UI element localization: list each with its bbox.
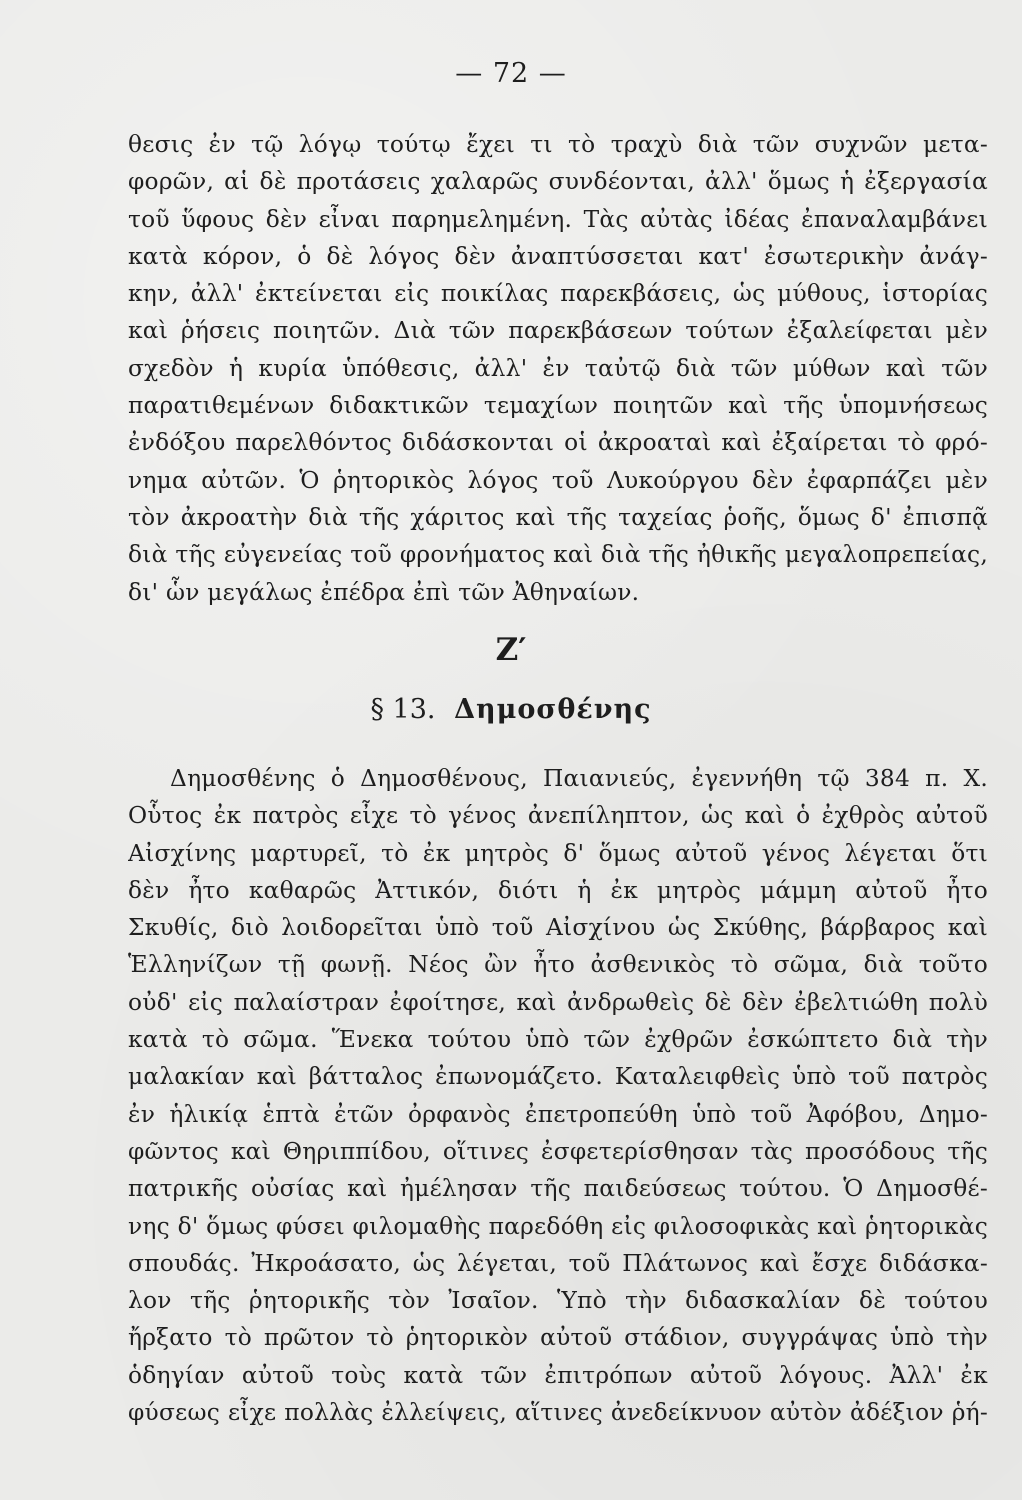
text-line: κην, ἀλλ' ἐκτείνεται εἰς ποικίλας παρεκβάσεις, ὡς μύθους, ἱστορίας	[128, 280, 988, 308]
text-line: πατρικῆς οὐσίας καὶ ἠμέλησαν τῆς παιδεύσεως τούτου. Ὁ Δημοσθέ-	[128, 1175, 988, 1203]
text-line: λον τῆς ῥητορικῆς τὸν Ἰσαῖον. Ὑπὸ τὴν διδασκαλίαν δὲ τούτου	[128, 1287, 988, 1315]
text-line: δὲν ἦτο καθαρῶς Ἀττικόν, διότι ἡ ἐκ μητρὸς μάμμη αὐτοῦ ἦτο	[128, 876, 988, 904]
text-line: παρατιθεμένων διδακτικῶν τεμαχίων ποιητῶν καὶ τῆς ὑπομνήσεως	[128, 392, 988, 420]
text-line: καὶ ῥήσεις ποιητῶν. Διὰ τῶν παρεκβάσεων τούτων ἐξαλείφεται μὲν	[128, 317, 988, 345]
text-line: ἐν ἡλικίᾳ ἑπτὰ ἐτῶν ὀρφανὸς ἐπετροπεύθη ὑπὸ τοῦ Ἀφόβου, Δημο-	[128, 1100, 988, 1128]
text-line: θεσις ἐν τῷ λόγῳ τούτῳ ἔχει τι τὸ τραχὺ διὰ τῶν συχνῶν μετα-	[128, 131, 988, 158]
chapter-mark: Ζ′	[495, 632, 527, 668]
text-line: Αἰσχίνης μαρτυρεῖ, τὸ ἐκ μητρὸς δ' ὅμως αὐτοῦ γένος λέγεται ὅτι	[128, 839, 988, 867]
paragraph-demosthenes	[128, 760, 988, 1431]
text-line: δι' ὧν μεγάλως ἐπέδρα ἐπὶ τῶν Ἀθηναίων.	[128, 578, 640, 606]
text-line: οὐδ' εἰς παλαίστραν ἐφοίτησε, καὶ ἀνδρωθεὶς δὲ δὲν ἐβελτιώθη πολὺ	[128, 988, 988, 1016]
text-line: τὸν ἀκροατὴν διὰ τῆς χάριτος καὶ τῆς ταχείας ῥοῆς, ὅμως δ' ἐπισπᾷ	[128, 503, 988, 531]
text-line: ὁδηγίαν αὐτοῦ τοὺς κατὰ τῶν ἐπιτρόπων αὐτοῦ λόγους. Ἀλλ' ἐκ	[128, 1361, 988, 1389]
paragraph-lykourgos-style	[128, 126, 988, 611]
text-line: Ἑλληνίζων τῇ φωνῇ. Νέος ὢν ἦτο ἀσθενικὸς τὸ σῶμα, διὰ τοῦτο	[128, 951, 988, 979]
page-number: — 72 —	[455, 58, 567, 89]
text-line: διὰ τῆς εὐγενείας τοῦ φρονήματος καὶ διὰ τῆς ἠθικῆς μεγαλοπρεπείας,	[128, 541, 988, 569]
text-line: φύσεως εἶχε πολλὰς ἐλλείψεις, αἵτινες ἀνεδείκνυον αὐτὸν ἀδέξιον ῥή-	[128, 1399, 988, 1427]
text-line: φορῶν, αἱ δὲ προτάσεις χαλαρῶς συνδέονται, ἀλλ' ὅμως ἡ ἐξεργασία	[128, 168, 988, 196]
text-line: Σκυθίς, διὸ λοιδορεῖται ὑπὸ τοῦ Αἰσχίνου ὡς Σκύθης, βάρβαρος καὶ	[128, 914, 988, 942]
text-line: φῶντος καὶ Θηριππίδου, οἵτινες ἐσφετερίσθησαν τὰς προσόδους τῆς	[128, 1137, 988, 1165]
text-line: Δημοσθένης ὁ Δημοσθένους, Παιανιεύς, ἐγεννήθη τῷ 384 π. Χ.	[170, 765, 988, 792]
section-heading	[0, 694, 1022, 725]
section-number: § 13.	[370, 694, 436, 725]
text-line: Οὗτος ἐκ πατρὸς εἶχε τὸ γένος ἀνεπίληπτον, ὡς καὶ ὁ ἐχθρὸς αὐτοῦ	[128, 802, 988, 830]
text-line: σπουδάς. Ἠκροάσατο, ὡς λέγεται, τοῦ Πλάτωνος καὶ ἔσχε διδάσκα-	[128, 1249, 988, 1277]
text-line: σχεδὸν ἡ κυρία ὑπόθεσις, ἀλλ' ἐν ταὐτῷ διὰ τῶν μύθων καὶ τῶν	[128, 354, 988, 382]
text-line: μαλακίαν καὶ βάτταλος ἐπωνομάζετο. Καταλειφθεὶς ὑπὸ τοῦ πατρὸς	[128, 1063, 988, 1091]
text-line: κατὰ τὸ σῶμα. Ἕνεκα τούτου ὑπὸ τῶν ἐχθρῶν ἐσκώπτετο διὰ τὴν	[128, 1026, 988, 1054]
text-line: τοῦ ὕφους δὲν εἶναι παρημελημένη. Τὰς αὐτὰς ἰδέας ἐπαναλαμβάνει	[128, 205, 988, 233]
section-title: Δημοσθένης	[454, 694, 652, 725]
text-line: ἤρξατο τὸ πρῶτον τὸ ῥητορικὸν αὐτοῦ στάδιον, συγγράψας ὑπὸ τὴν	[128, 1324, 988, 1352]
text-line: κατὰ κόρον, ὁ δὲ λόγος δὲν ἀναπτύσσεται κατ' ἐσωτερικὴν ἀνάγ-	[128, 242, 988, 270]
text-line: ἐνδόξου παρελθόντος διδάσκονται οἱ ἀκροαταὶ καὶ ἐξαίρεται τὸ φρό-	[128, 429, 988, 457]
text-line: νης δ' ὅμως φύσει φιλομαθὴς παρεδόθη εἰς φιλοσοφικὰς καὶ ῥητορικὰς	[128, 1212, 988, 1240]
text-line: νημα αὐτῶν. Ὁ ῥητορικὸς λόγος τοῦ Λυκούργου δὲν ἐφαρπάζει μὲν	[128, 466, 988, 494]
